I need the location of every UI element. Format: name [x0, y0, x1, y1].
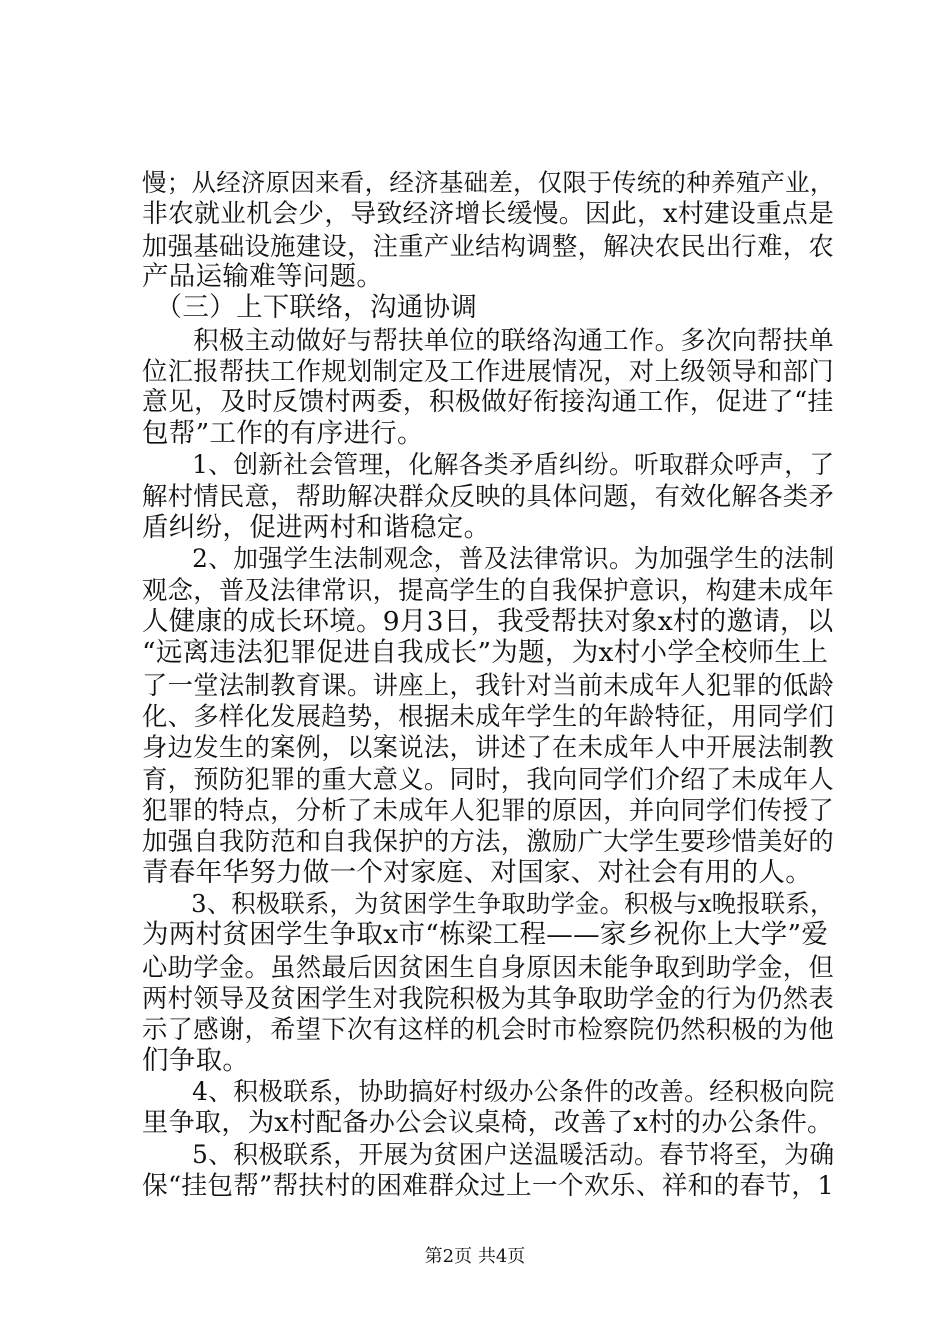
text-line: 示了感谢，希望下次有这样的机会时市检察院仍然积极的为他	[142, 1014, 834, 1044]
text-line: 里争取，为x村配备办公会议桌椅，改善了x村的办公条件。	[142, 1108, 834, 1138]
text-line: 为两村贫困学生争取x市“栋梁工程——家乡祝你上大学”爱	[142, 919, 829, 950]
text-line: 青春年华努力做一个对家庭、对国家、对社会有用的人。	[142, 857, 812, 888]
text-line: 身边发生的案例，以案说法，讲述了在未成年人中开展法制教	[142, 732, 834, 762]
text-line: 加强自我防范和自我保护的方法，激励广大学生要珍惜美好的	[142, 826, 834, 856]
text-line: 产品运输难等问题。	[142, 261, 384, 292]
text-line: 两村领导及贫困学生对我院积极为其争取助学金的行为仍然表	[142, 983, 834, 1013]
text-line: 1、创新社会管理，化解各类矛盾纠纷。听取群众呼声，了	[142, 450, 835, 479]
text-line: 观念，普及法律常识，提高学生的自我保护意识，构建未成年	[142, 575, 834, 605]
section-heading: （三）上下联络，沟通协调	[142, 292, 478, 323]
text-line: 2、加强学生法制观念，普及法律常识。为加强学生的法制	[142, 544, 835, 573]
text-line: 们争取。	[142, 1045, 250, 1076]
text-line: 3、积极联系，为贫困学生争取助学金。积极与x晚报联系，	[142, 889, 835, 918]
text-line: 5、积极联系，开展为贫困户送温暖活动。春节将至，为确	[142, 1140, 835, 1169]
text-line: 保“挂包帮”帮扶村的困难群众过上一个欢乐、祥和的春节，1	[142, 1171, 834, 1201]
page-footer: 第2页 共4页	[424, 1246, 526, 1267]
text-line: 盾纠纷，促进两村和谐稳定。	[142, 512, 491, 543]
text-line: 化、多样化发展趋势，根据未成年学生的年龄特征，用同学们	[142, 701, 834, 731]
text-line: 解村情民意，帮助解决群众反映的具体问题，有效化解各类矛	[142, 481, 834, 511]
text-line: 位汇报帮扶工作规划制定及工作进展情况，对上级领导和部门	[142, 356, 834, 386]
text-line: 积极主动做好与帮扶单位的联络沟通工作。多次向帮扶单	[142, 325, 834, 355]
text-line: 心助学金。虽然最后因贫困生自身原因未能争取到助学金，但	[142, 952, 834, 982]
text-line: 4、积极联系，协助搞好村级办公条件的改善。经积极向院	[142, 1077, 835, 1106]
text-line: 包帮”工作的有序进行。	[142, 418, 424, 449]
text-line: “远离违法犯罪促进自我成长”为题，为x村小学全校师生上	[142, 637, 829, 668]
text-line: 慢；从经济原因来看，经济基础差，仅限于传统的种养殖产业，	[142, 168, 835, 197]
text-line: 非农就业机会少，导致经济增长缓慢。因此，x村建设重点是	[142, 199, 835, 229]
text-line: 育，预防犯罪的重大意义。同时，我向同学们介绍了未成年人	[142, 764, 834, 794]
text-line: 意见，及时反馈村两委，积极做好衔接沟通工作，促进了“挂	[142, 387, 834, 417]
text-line: 人健康的成长环境。9月3日，我受帮扶对象x村的邀请，以	[142, 606, 834, 637]
text-line: 犯罪的特点，分析了未成年人犯罪的原因，并向同学们传授了	[142, 795, 834, 825]
text-line: 了一堂法制教育课。讲座上，我针对当前未成年人犯罪的低龄	[142, 670, 834, 700]
text-line: 加强基础设施建设，注重产业结构调整，解决农民出行难，农	[142, 231, 834, 261]
